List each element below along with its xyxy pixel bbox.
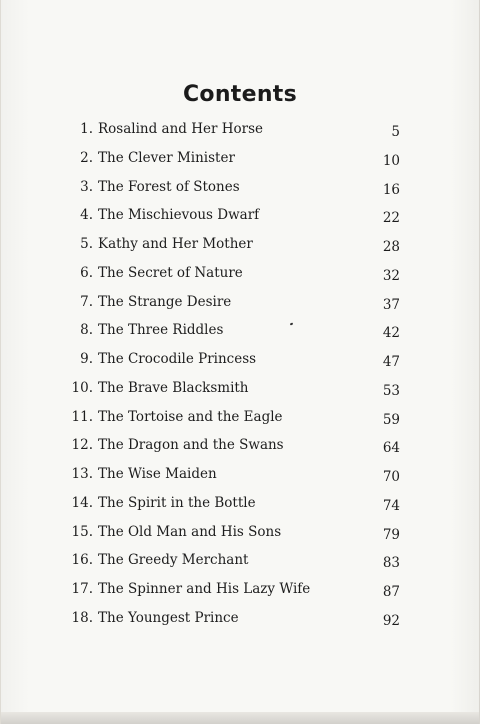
toc-entry	[1, 519, 480, 548]
toc-entry-page: 32	[382, 267, 400, 284]
toc-entry-page: 83	[382, 555, 400, 572]
toc-entry-title: The Tortoise and the Eagle	[98, 408, 283, 425]
toc-entry-page: 47	[382, 354, 400, 370]
toc-entry-title: The Strange Desire	[98, 293, 232, 310]
toc-entry-title: The Spinner and His Lazy Wife	[98, 581, 311, 597]
toc-entry-page: 42	[382, 325, 400, 342]
toc-entry-title: The Three Riddles	[98, 322, 224, 339]
toc-entry-page: 28	[382, 239, 400, 255]
toc-entry-title: The Youngest Prince	[98, 609, 239, 626]
toc-entry-page: 37	[382, 296, 400, 313]
toc-entry-title: The Mischievous Dwarf	[98, 207, 260, 224]
page-bottom-edge	[1, 712, 479, 724]
toc-entry-page: 87	[382, 584, 400, 600]
toc-entry	[1, 260, 480, 289]
toc-entry-number: 3.	[80, 178, 93, 195]
toc-entry-number: 2.	[80, 149, 93, 166]
toc-entry	[1, 461, 480, 490]
toc-entry-title: The Greedy Merchant	[98, 552, 249, 569]
toc-entry-page: 10	[382, 152, 400, 169]
toc-entry-page: 53	[382, 382, 400, 399]
toc-entry-title: The Clever Minister	[98, 149, 235, 166]
toc-entry-page: 5	[391, 124, 400, 140]
toc-entry-page: 64	[382, 440, 400, 457]
toc-entry-page: 59	[382, 411, 400, 428]
toc-entry	[1, 289, 480, 318]
toc-entry-title: The Wise Maiden	[98, 466, 217, 482]
toc-entry-number: 14.	[71, 494, 93, 511]
toc-entry-number: 10.	[71, 379, 93, 396]
toc-entry-page: 79	[382, 526, 400, 543]
toc-entry-title: The Secret of Nature	[98, 264, 243, 281]
toc-entry-title: Kathy and Her Mother	[98, 236, 253, 252]
toc-entry-number: 11.	[71, 408, 93, 425]
toc-entry-number: 4.	[80, 207, 93, 224]
toc-entry-title: The Dragon and the Swans	[98, 437, 284, 454]
toc-entry	[1, 547, 480, 576]
toc-entry	[1, 605, 480, 634]
toc-entry-number: 1.	[80, 121, 93, 137]
toc-entry-page: 74	[382, 497, 400, 514]
toc-entry-number: 16.	[71, 552, 93, 569]
toc-entry-title: The Brave Blacksmith	[98, 379, 249, 396]
toc-entry-number: 9.	[80, 351, 93, 367]
toc-entry	[1, 346, 480, 375]
toc-entry-title: The Old Man and His Sons	[98, 523, 282, 540]
toc-entry-page: 16	[382, 181, 400, 198]
toc-entry-number: 13.	[71, 466, 93, 482]
toc-entry-number: 5.	[80, 236, 93, 252]
toc-entry-number: 18.	[71, 609, 93, 626]
toc-entry	[1, 576, 480, 605]
toc-entry	[1, 404, 480, 433]
toc-entry-number: 17.	[71, 581, 93, 597]
toc-entry	[1, 317, 480, 346]
toc-entry	[1, 116, 480, 145]
toc-entry-number: 6.	[80, 264, 93, 281]
table-of-contents	[1, 116, 480, 634]
toc-entry	[1, 145, 480, 174]
toc-entry-title: Rosalind and Her Horse	[98, 121, 263, 137]
toc-entry	[1, 432, 480, 461]
contents-heading: Contents	[182, 82, 298, 107]
toc-entry-title: The Crocodile Princess	[98, 351, 257, 367]
toc-entry	[1, 174, 480, 203]
toc-entry	[1, 490, 480, 519]
toc-entry-title: The Spirit in the Bottle	[98, 494, 256, 511]
toc-entry	[1, 231, 480, 260]
toc-entry	[1, 375, 480, 404]
toc-entry-number: 15.	[71, 523, 93, 540]
toc-entry-page: 92	[382, 612, 400, 629]
toc-entry-page: 70	[382, 469, 400, 485]
toc-entry-number: 12.	[71, 437, 93, 454]
toc-entry-title: The Forest of Stones	[98, 178, 240, 195]
toc-entry-number: 8.	[80, 322, 93, 339]
toc-entry	[1, 202, 480, 231]
toc-entry-number: 7.	[80, 293, 93, 310]
toc-entry-page: 22	[382, 210, 400, 227]
